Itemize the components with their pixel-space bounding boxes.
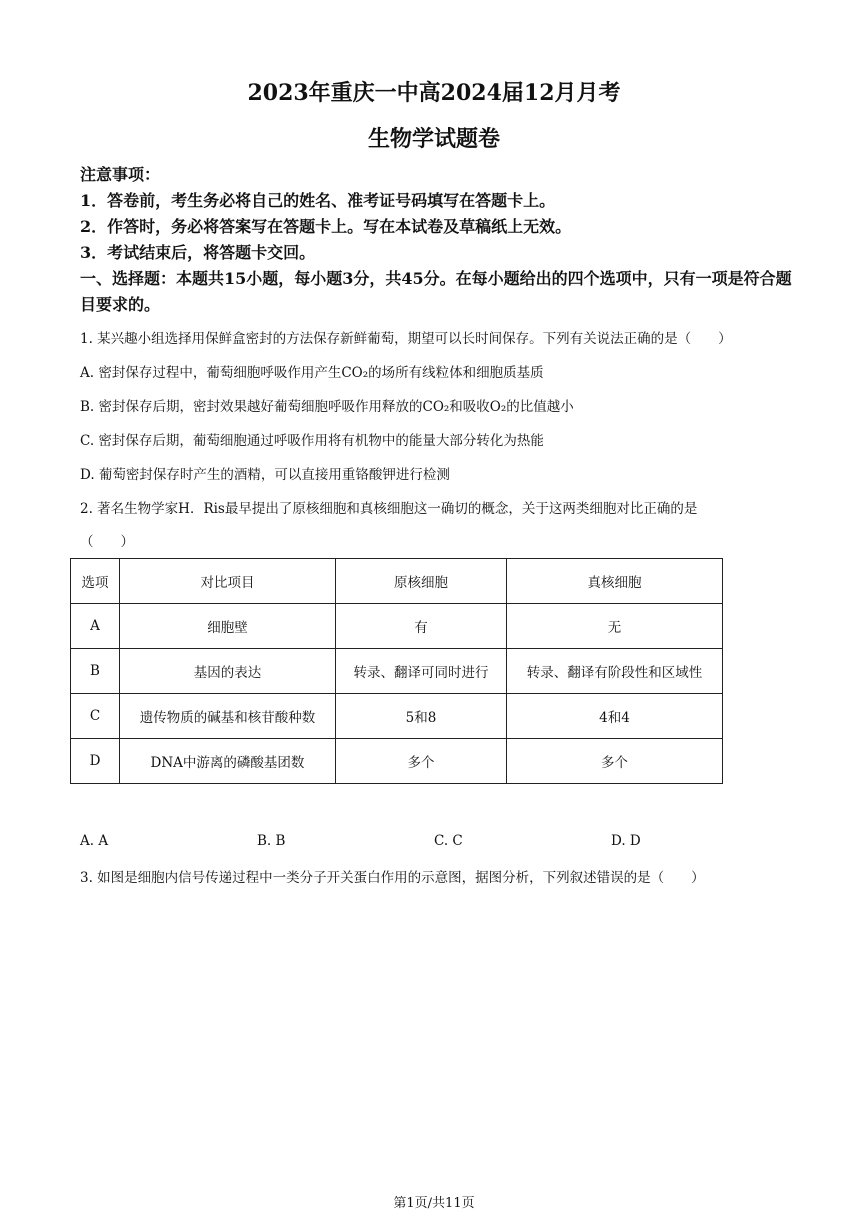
table-row [71, 739, 723, 784]
table-cell: 有 [336, 604, 507, 649]
question-1-option-b: B. 密封保存后期，密封效果越好葡萄细胞呼吸作用释放的CO₂和吸收O₂的比值越小 [80, 399, 574, 415]
table-cell: D [71, 739, 120, 784]
question-1-stem: 1. 某兴趣小组选择用保鲜盒密封的方法保存新鲜葡萄，期望可以长时间保存。下列有关说法正确的是（ ） [80, 331, 732, 347]
section-heading: 一、选择题：本题共15小题，每小题3分，共45分。在每小题给出的四个选项中，只有一项是符合题目要求的。 [80, 269, 792, 314]
table-header-cell: 对比项目 [120, 559, 336, 604]
table-header-cell: 真核细胞 [507, 559, 723, 604]
table-cell: A [71, 604, 120, 649]
question-2-stem: 2. 著名生物学家H．Ris最早提出了原核细胞和真核细胞这一确切的概念，关于这两类细胞对比正确的是 [80, 501, 698, 517]
table-row [71, 604, 723, 649]
table-cell: 4和4 [507, 694, 723, 739]
question-1-option-a: A. 密封保存过程中，葡萄细胞呼吸作用产生CO₂的场所有线粒体和细胞质基质 [80, 365, 544, 381]
question-2-option-b: B. B [257, 833, 286, 849]
notice-item: 2．作答时，务必将答案写在答题卡上。写在本试卷及草稿纸上无效。 [80, 217, 572, 236]
notice-item: 1．答卷前，考生务必将自己的姓名、准考证号码填写在答题卡上。 [80, 191, 556, 210]
question-3-stem: 3. 如图是细胞内信号传递过程中一类分子开关蛋白作用的示意图，据图分析，下列叙述错误的是（ ） [80, 870, 705, 886]
table-cell: B [71, 649, 120, 694]
table-cell: 基因的表达 [120, 649, 336, 694]
table-header-row [71, 559, 723, 604]
exam-title: 2023年重庆一中高2024届12月月考 [247, 80, 621, 106]
question-1-option-d: D. 葡萄密封保存时产生的酒精，可以直接用重铬酸钾进行检测 [80, 467, 450, 483]
table-cell: C [71, 694, 120, 739]
table-cell: 无 [507, 604, 723, 649]
table-cell: 遗传物质的碱基和核苷酸种数 [120, 694, 336, 739]
table-cell: 转录、翻译有阶段性和区域性 [507, 649, 723, 694]
table-cell: 5和8 [336, 694, 507, 739]
exam-subtitle: 生物学试题卷 [367, 126, 500, 152]
question-2-option-c: C. C [434, 833, 463, 849]
table-cell: 多个 [336, 739, 507, 784]
notice-heading: 注意事项： [80, 165, 161, 184]
table-cell: 多个 [507, 739, 723, 784]
question-1-option-c: C. 密封保存后期，葡萄细胞通过呼吸作用将有机物中的能量大部分转化为热能 [80, 433, 544, 449]
question-2-option-d: D. D [611, 833, 641, 849]
page-footer: 第1页/共11页 [393, 1196, 475, 1211]
table-row [71, 649, 723, 694]
question-2-option-a: A. A [80, 833, 109, 849]
table-header-cell: 选项 [71, 559, 120, 604]
table-row [71, 694, 723, 739]
notice-item: 3．考试结束后，将答题卡交回。 [80, 243, 316, 262]
table-cell: 转录、翻译可同时进行 [336, 649, 507, 694]
question-2-paren: （ ） [80, 534, 134, 550]
table-header-cell: 原核细胞 [336, 559, 507, 604]
table-cell: 细胞壁 [120, 604, 336, 649]
table-cell: DNA中游离的磷酸基团数 [120, 739, 336, 784]
comparison-table [70, 558, 723, 784]
